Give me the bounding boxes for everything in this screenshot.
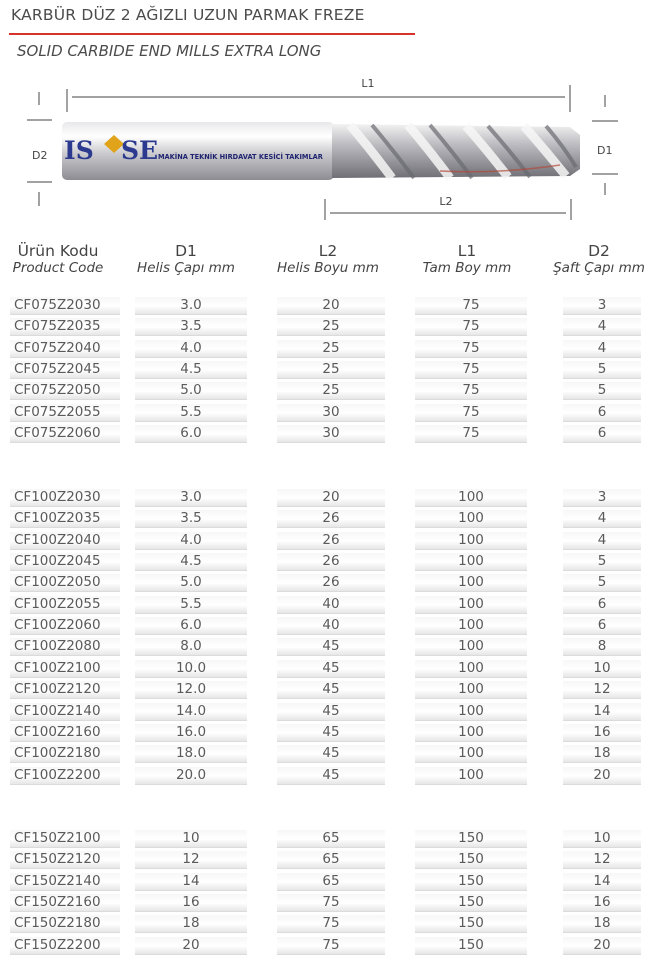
cell-d1: 6.0: [180, 617, 202, 634]
table-row: [0, 702, 647, 723]
cell-d1: 3.5: [180, 510, 202, 527]
table-row: [0, 936, 647, 957]
cell-product-code: CF075Z2040: [14, 339, 101, 356]
cell-d2: 4: [597, 318, 607, 335]
cell-l2: 45: [322, 745, 340, 762]
cell-d2: 6: [597, 595, 607, 612]
cell-d2: 18: [593, 915, 611, 932]
cell-d2: 10: [593, 659, 611, 676]
cell-d1: 10: [182, 830, 200, 846]
cell-l2: 75: [322, 894, 340, 911]
table-row: [0, 723, 647, 744]
cell-d2: 12: [593, 681, 611, 698]
cell-l2: 45: [322, 766, 340, 783]
cell-l1: 100: [458, 574, 484, 591]
cell-l1: 150: [458, 830, 484, 846]
cell-d1: 10.0: [175, 659, 207, 676]
cell-l2: 45: [322, 681, 340, 698]
table-row: [0, 637, 647, 658]
table-row: [0, 360, 647, 381]
cell-d1: 3.5: [180, 318, 202, 335]
cell-d2: 20: [593, 936, 611, 953]
tool-shank: [62, 122, 334, 180]
header-d1: [132, 242, 240, 276]
table-row: [0, 744, 647, 765]
header-d1-title: D1: [175, 242, 197, 260]
cell-d1: 5.5: [180, 403, 202, 420]
cell-l1: 100: [458, 659, 484, 676]
cell-l1: 100: [458, 489, 484, 505]
svg-text:MAKİNA TEKNİK HIRDAVAT KESİCİ: MAKİNA TEKNİK HIRDAVAT KESİCİ TAKIMLAR: [158, 153, 323, 161]
cell-d1: 16: [182, 894, 200, 911]
cell-product-code: CF100Z2040: [14, 531, 101, 548]
cell-product-code: CF075Z2030: [14, 297, 101, 313]
table-row: [0, 509, 647, 530]
cell-d1: 18: [182, 915, 200, 932]
header-d2: [549, 242, 647, 276]
cell-l1: 75: [462, 403, 480, 420]
cell-l2: 25: [322, 318, 340, 335]
header-l2-subtitle: Helis Boyu mm: [277, 260, 379, 276]
header-product-code-tr: Ürün Kodu: [17, 242, 99, 260]
cell-product-code: CF100Z2120: [14, 681, 101, 698]
cell-l1: 150: [458, 915, 484, 932]
table-row: [0, 914, 647, 935]
cell-l2: 65: [322, 872, 340, 889]
cell-d2: 6: [597, 425, 607, 442]
cell-product-code: CF150Z2160: [14, 894, 101, 911]
cell-product-code: CF100Z2030: [14, 489, 101, 505]
cell-d1: 12.0: [175, 681, 207, 698]
header-l2-title: L2: [318, 242, 338, 260]
table-row: [0, 339, 647, 360]
cell-d2: 4: [597, 339, 607, 356]
cell-product-code: CF100Z2180: [14, 745, 101, 762]
cell-l1: 100: [458, 681, 484, 698]
cell-product-code: CF075Z2035: [14, 318, 101, 335]
cell-d2: 12: [593, 851, 611, 868]
cell-d2: 6: [597, 617, 607, 634]
table-row: [0, 531, 647, 552]
table-row: [0, 381, 647, 402]
cell-product-code: CF150Z2200: [14, 936, 101, 953]
svg-text:IS: IS: [64, 136, 94, 165]
cell-d1: 20: [182, 936, 200, 953]
cell-l2: 26: [322, 510, 340, 527]
cell-d1: 5.0: [180, 574, 202, 591]
cell-l2: 40: [322, 617, 340, 634]
cell-l1: 100: [458, 638, 484, 655]
cell-l1: 150: [458, 894, 484, 911]
cell-l1: 100: [458, 745, 484, 762]
table-row: [0, 829, 647, 850]
table-row: [0, 616, 647, 637]
table-row: [0, 766, 647, 787]
cell-l2: 75: [322, 936, 340, 953]
cell-l2: 30: [322, 403, 340, 420]
cell-d1: 14.0: [175, 702, 207, 719]
cell-l1: 75: [462, 318, 480, 335]
cell-d2: 5: [597, 361, 607, 378]
cell-l1: 100: [458, 531, 484, 548]
header-d2-title: D2: [588, 242, 610, 260]
cell-product-code: CF100Z2060: [14, 617, 101, 634]
header-l2: [270, 242, 386, 276]
table-row: [0, 573, 647, 594]
cell-l2: 30: [322, 425, 340, 442]
cell-product-code: CF150Z2100: [14, 830, 101, 846]
cell-l1: 150: [458, 872, 484, 889]
cell-l1: 75: [462, 361, 480, 378]
cell-l2: 26: [322, 574, 340, 591]
table-row: [0, 317, 647, 338]
cell-d2: 5: [597, 574, 607, 591]
cell-d2: 3: [597, 489, 607, 505]
cell-l2: 20: [322, 489, 340, 505]
cell-d2: 5: [597, 553, 607, 570]
cell-l2: 45: [322, 702, 340, 719]
cell-l1: 75: [462, 339, 480, 356]
header-d2-subtitle: Şaft Çapı mm: [553, 260, 645, 276]
cell-l2: 25: [322, 361, 340, 378]
cell-d2: 14: [593, 872, 611, 889]
cell-d1: 18.0: [175, 745, 207, 762]
cell-product-code: CF100Z2140: [14, 702, 101, 719]
table-row: [0, 488, 647, 509]
table-row: [0, 850, 647, 871]
cell-l2: 26: [322, 531, 340, 548]
table-row: [0, 659, 647, 680]
cell-d2: 6: [597, 403, 607, 420]
cell-l1: 100: [458, 723, 484, 740]
cell-l2: 75: [322, 915, 340, 932]
svg-text:SE: SE: [121, 136, 159, 165]
cell-l2: 45: [322, 659, 340, 676]
cell-product-code: CF150Z2140: [14, 872, 101, 889]
cell-l2: 20: [322, 297, 340, 313]
cell-product-code: CF100Z2055: [14, 595, 101, 612]
dimension-d2-label: D2: [32, 149, 48, 162]
dimension-l2-label: L2: [439, 195, 453, 208]
cell-product-code: CF100Z2160: [14, 723, 101, 740]
table-row: [0, 872, 647, 893]
cell-l1: 100: [458, 553, 484, 570]
cell-l2: 65: [322, 851, 340, 868]
dimension-l1-label: L1: [361, 77, 375, 90]
cell-d1: 4.5: [180, 553, 202, 570]
cell-d2: 16: [593, 894, 611, 911]
table-row: [0, 680, 647, 701]
table-row: [0, 595, 647, 616]
cell-product-code: CF100Z2080: [14, 638, 101, 655]
cell-d2: 4: [597, 531, 607, 548]
cell-l1: 100: [458, 617, 484, 634]
dimension-d1-label: D1: [597, 144, 613, 157]
cell-l2: 25: [322, 339, 340, 356]
cell-d1: 3.0: [180, 489, 202, 505]
header-l1: [413, 242, 521, 276]
cell-l1: 75: [462, 425, 480, 442]
cell-l1: 100: [458, 702, 484, 719]
cell-l1: 75: [462, 382, 480, 399]
cell-d2: 14: [593, 702, 611, 719]
end-mill-drawing: [0, 75, 647, 220]
cell-product-code: CF100Z2035: [14, 510, 101, 527]
cell-d1: 6.0: [180, 425, 202, 442]
cell-d1: 16.0: [175, 723, 207, 740]
cell-d2: 10: [593, 830, 611, 846]
cell-product-code: CF100Z2100: [14, 659, 101, 676]
cell-product-code: CF075Z2050: [14, 382, 101, 399]
cell-product-code: CF075Z2055: [14, 403, 101, 420]
cell-l2: 45: [322, 638, 340, 655]
cell-d2: 8: [597, 638, 607, 655]
cell-d2: 4: [597, 510, 607, 527]
table-row: [0, 893, 647, 914]
cell-l2: 40: [322, 595, 340, 612]
cell-l1: 100: [458, 766, 484, 783]
cell-l2: 65: [322, 830, 340, 846]
table-row: [0, 552, 647, 573]
cell-l2: 25: [322, 382, 340, 399]
cell-d1: 3.0: [180, 297, 202, 313]
cell-l1: 150: [458, 936, 484, 953]
cell-l1: 75: [462, 297, 480, 313]
header-product-code-en: Product Code: [12, 260, 104, 276]
cell-d2: 20: [593, 766, 611, 783]
cell-d2: 3: [597, 297, 607, 313]
cell-product-code: CF100Z2050: [14, 574, 101, 591]
header-l1-title: L1: [457, 242, 477, 260]
header-product-code: [4, 242, 112, 276]
cell-l1: 150: [458, 851, 484, 868]
header-d1-subtitle: Helis Çapı mm: [137, 260, 235, 276]
cell-d1: 4.0: [180, 339, 202, 356]
cell-d2: 18: [593, 745, 611, 762]
page-title-turkish: KARBÜR DÜZ 2 AĞIZLI UZUN PARMAK FREZE: [11, 6, 365, 24]
table-row: [0, 403, 647, 424]
cell-l2: 26: [322, 553, 340, 570]
cell-product-code: CF100Z2200: [14, 766, 101, 783]
table-row: [0, 424, 647, 445]
cell-product-code: CF150Z2180: [14, 915, 101, 932]
cell-d1: 8.0: [180, 638, 202, 655]
cell-l1: 100: [458, 510, 484, 527]
cell-d1: 5.5: [180, 595, 202, 612]
cell-product-code: CF150Z2120: [14, 851, 101, 868]
cell-d1: 4.0: [180, 531, 202, 548]
title-underline: [9, 33, 415, 35]
cell-d1: 12: [182, 851, 200, 868]
cell-d1: 4.5: [180, 361, 202, 378]
cell-d1: 5.0: [180, 382, 202, 399]
cell-product-code: CF075Z2045: [14, 361, 101, 378]
cell-product-code: CF100Z2045: [14, 553, 101, 570]
cell-d2: 5: [597, 382, 607, 399]
header-l1-subtitle: Tam Boy mm: [422, 260, 512, 276]
table-row: [0, 296, 647, 317]
page-title-english: SOLID CARBIDE END MILLS EXTRA LONG: [17, 42, 322, 60]
cell-d1: 14: [182, 872, 200, 889]
cell-d1: 20.0: [175, 766, 207, 783]
cell-l1: 100: [458, 595, 484, 612]
cell-d2: 16: [593, 723, 611, 740]
cell-product-code: CF075Z2060: [14, 425, 101, 442]
cell-l2: 45: [322, 723, 340, 740]
